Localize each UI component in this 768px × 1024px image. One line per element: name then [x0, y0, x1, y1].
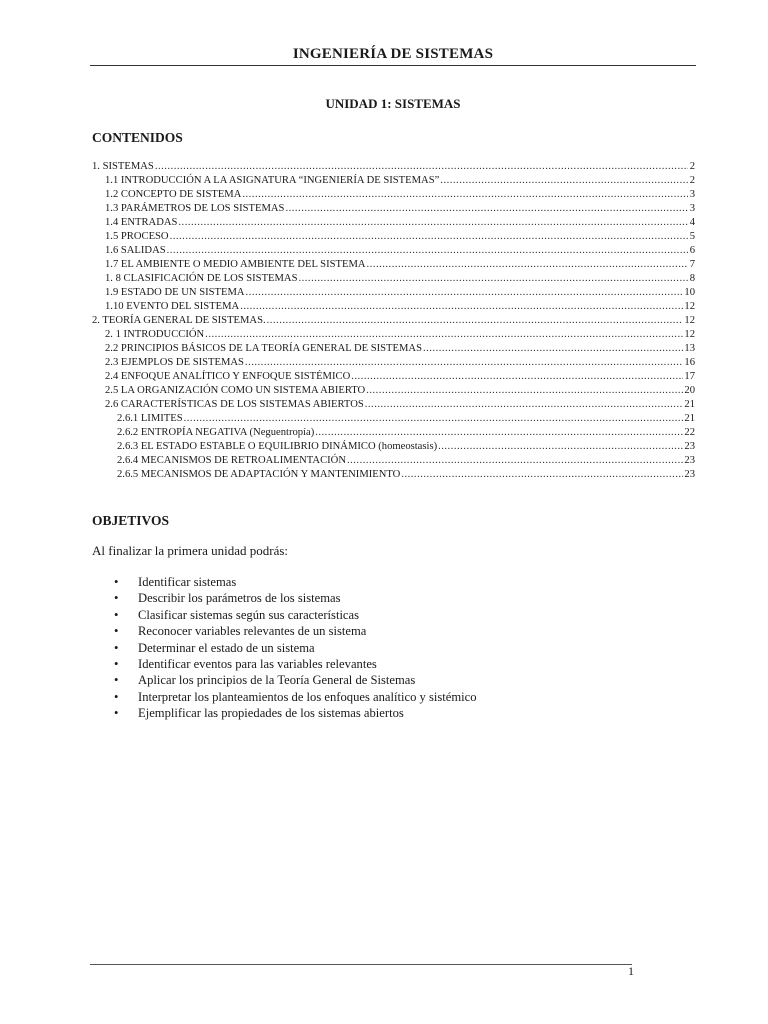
toc-entry-page: 12: [684, 329, 695, 340]
toc-entry-page: 4: [689, 217, 695, 228]
objective-text: Determinar el estado de un sistema: [138, 640, 315, 655]
toc-entry-label: 2.6.1 LIMITES: [117, 413, 183, 424]
toc-entry-label: 2.2 PRINCIPIOS BÁSICOS DE LA TEORÍA GENERAL DE SISTEMAS: [105, 343, 422, 354]
toc-entry[interactable]: [92, 314, 695, 328]
header-rule: [90, 65, 696, 66]
toc-leader-dots: [245, 356, 683, 370]
toc-leader-dots: [155, 160, 688, 174]
objective-text: Identificar eventos para las variables relevantes: [138, 657, 377, 672]
toc-leader-dots: [366, 384, 683, 398]
toc-entry-label: 1.5 PROCESO: [105, 231, 169, 242]
toc-leader-dots: [240, 300, 683, 314]
toc-leader-dots: [315, 426, 683, 440]
toc-entry[interactable]: [92, 412, 695, 426]
toc-leader-dots: [170, 230, 688, 244]
toc-leader-dots: [367, 258, 688, 272]
toc-entry-label: 2. 1 INTRODUCCIÓN: [105, 329, 205, 340]
objectives-heading: OBJETIVOS: [92, 513, 170, 528]
toc-entry-page: 22: [684, 427, 695, 438]
objective-text: Ejemplificar las propiedades de los sistemas abiertos: [138, 706, 404, 721]
toc-entry-page: 2: [689, 175, 695, 186]
toc-entry[interactable]: [92, 202, 695, 216]
toc-leader-dots: [205, 328, 683, 342]
toc-entry[interactable]: [92, 258, 695, 272]
toc-entry-page: 12: [684, 301, 695, 312]
toc-entry[interactable]: [92, 216, 695, 230]
objective-item: [112, 672, 477, 688]
toc-leader-dots: [440, 174, 688, 188]
toc-entry[interactable]: [92, 398, 695, 412]
toc-entry[interactable]: [92, 384, 695, 398]
toc-entry[interactable]: [92, 370, 695, 384]
toc-entry-label: 1. SISTEMAS: [92, 161, 154, 172]
toc-entry-label: 2.6.5 MECANISMOS DE ADAPTACIÓN Y MANTENIMIENTO: [117, 469, 401, 480]
objective-item: [112, 574, 477, 590]
toc-entry[interactable]: [92, 454, 695, 468]
toc-entry[interactable]: [92, 160, 695, 174]
toc-leader-dots: [246, 286, 684, 300]
bullet-icon: •: [114, 624, 119, 639]
toc-leader-dots: [242, 188, 688, 202]
toc-entry-label: 1.3 PARÁMETROS DE LOS SISTEMAS: [105, 203, 285, 214]
objective-text: Interpretar los planteamientos de los enfoques analítico y sistémico: [138, 689, 477, 704]
contents-heading: CONTENIDOS: [92, 130, 183, 145]
toc-entry-page: 13: [684, 343, 695, 354]
toc-entry-label: 2.6.2 ENTROPÍA NEGATIVA (Neguentropía): [117, 427, 315, 438]
toc-entry-page: 23: [684, 469, 695, 480]
objectives-list: [112, 574, 477, 722]
toc-leader-dots: [267, 314, 684, 328]
toc-entry-page: 7: [689, 259, 695, 270]
toc-entry-page: 3: [689, 203, 695, 214]
toc-entry-label: 2.6.3 EL ESTADO ESTABLE O EQUILIBRIO DINÁMICO (homeostasis): [117, 441, 438, 452]
toc-leader-dots: [347, 454, 683, 468]
table-of-contents: [92, 160, 695, 482]
toc-entry[interactable]: [92, 272, 695, 286]
bullet-icon: •: [114, 689, 119, 704]
toc-entry-label: 1.7 EL AMBIENTE O MEDIO AMBIENTE DEL SISTEMA: [105, 259, 366, 270]
toc-entry-page: 17: [684, 371, 695, 382]
toc-entry[interactable]: [92, 174, 695, 188]
objectives-intro: Al finalizar la primera unidad podrás:: [92, 543, 289, 558]
toc-entry-page: 8: [689, 273, 695, 284]
toc-entry-page: 2: [689, 161, 695, 172]
toc-leader-dots: [423, 342, 683, 356]
toc-leader-dots: [365, 398, 684, 412]
objective-item: [112, 656, 477, 672]
page-number: 1: [628, 964, 634, 978]
toc-entry-label: 2.4 ENFOQUE ANALÍTICO Y ENFOQUE SISTÉMICO: [105, 371, 351, 382]
bullet-icon: •: [114, 607, 119, 622]
toc-entry[interactable]: [92, 440, 695, 454]
toc-entry-label: 2.6.4 MECANISMOS DE RETROALIMENTACIÓN: [117, 455, 346, 466]
objective-text: Clasificar sistemas según sus características: [138, 607, 360, 622]
objective-item: [112, 607, 477, 623]
toc-entry[interactable]: [92, 188, 695, 202]
bullet-icon: •: [114, 706, 119, 721]
toc-entry-label: 1.4 ENTRADAS: [105, 217, 178, 228]
toc-entry[interactable]: [92, 468, 695, 482]
toc-entry-label: 2.5 LA ORGANIZACIÓN COMO UN SISTEMA ABIERTO: [105, 385, 366, 396]
objective-text: Reconocer variables relevantes de un sistema: [138, 624, 367, 639]
toc-entry-page: 5: [689, 231, 695, 242]
toc-leader-dots: [351, 370, 683, 384]
bullet-icon: •: [114, 575, 119, 589]
toc-entry-label: 2. TEORÍA GENERAL DE SISTEMAS.: [92, 315, 266, 326]
toc-entry-label: 2.6 CARACTERÍSTICAS DE LOS SISTEMAS ABIERTOS: [105, 399, 364, 410]
toc-entry-page: 21: [684, 399, 695, 410]
objective-item: [112, 640, 477, 656]
bullet-icon: •: [114, 673, 119, 688]
toc-entry-page: 10: [684, 287, 695, 298]
toc-entry-label: 1.6 SALIDAS: [105, 245, 166, 256]
bullet-icon: •: [114, 591, 119, 606]
toc-entry-page: 23: [684, 441, 695, 452]
objective-text: Describir los parámetros de los sistemas: [138, 591, 341, 606]
objective-text: Aplicar los principios de la Teoría General de Sistemas: [138, 673, 416, 688]
toc-entry-label: 1.9 ESTADO DE UN SISTEMA: [105, 287, 245, 298]
objective-text: Identificar sistemas: [138, 575, 237, 589]
toc-entry[interactable]: [92, 356, 695, 370]
toc-leader-dots: [438, 440, 683, 454]
bullet-icon: •: [114, 640, 119, 655]
toc-entry-page: 6: [689, 245, 695, 256]
toc-entry-label: 1. 8 CLASIFICACIÓN DE LOS SISTEMAS: [105, 273, 298, 284]
objective-item: [112, 705, 477, 721]
toc-entry-label: 1.1 INTRODUCCIÓN A LA ASIGNATURA “INGENIERÍA DE SISTEMAS”: [105, 175, 440, 186]
footer-rule: [90, 964, 632, 965]
toc-entry[interactable]: [92, 244, 695, 258]
objective-item: [112, 590, 477, 606]
bullet-icon: •: [114, 657, 119, 672]
toc-entry[interactable]: [92, 230, 695, 244]
objective-item: [112, 689, 477, 705]
toc-entry-label: 1.2 CONCEPTO DE SISTEMA: [105, 189, 242, 200]
toc-leader-dots: [298, 272, 688, 286]
toc-leader-dots: [178, 216, 688, 230]
toc-entry[interactable]: [92, 342, 695, 356]
toc-entry-page: 3: [689, 189, 695, 200]
toc-leader-dots: [285, 202, 688, 216]
toc-leader-dots: [184, 412, 684, 426]
running-header-title: INGENIERÍA DE SISTEMAS: [292, 46, 494, 62]
toc-entry-label: 1.10 EVENTO DEL SISTEMA: [105, 301, 240, 312]
toc-entry[interactable]: [92, 300, 695, 314]
toc-leader-dots: [167, 244, 688, 258]
toc-entry[interactable]: [92, 426, 695, 440]
toc-entry-label: 2.3 EJEMPLOS DE SISTEMAS: [105, 357, 244, 368]
toc-leader-dots: [401, 468, 683, 482]
unit-title: UNIDAD 1: SISTEMAS: [325, 96, 461, 111]
toc-entry-page: 23: [684, 455, 695, 466]
toc-entry-page: 12: [684, 315, 695, 326]
toc-entry[interactable]: [92, 286, 695, 300]
objective-item: [112, 623, 477, 639]
toc-entry-page: 16: [684, 357, 695, 368]
toc-entry-page: 20: [684, 385, 695, 396]
toc-entry[interactable]: [92, 328, 695, 342]
toc-entry-page: 21: [684, 413, 695, 424]
